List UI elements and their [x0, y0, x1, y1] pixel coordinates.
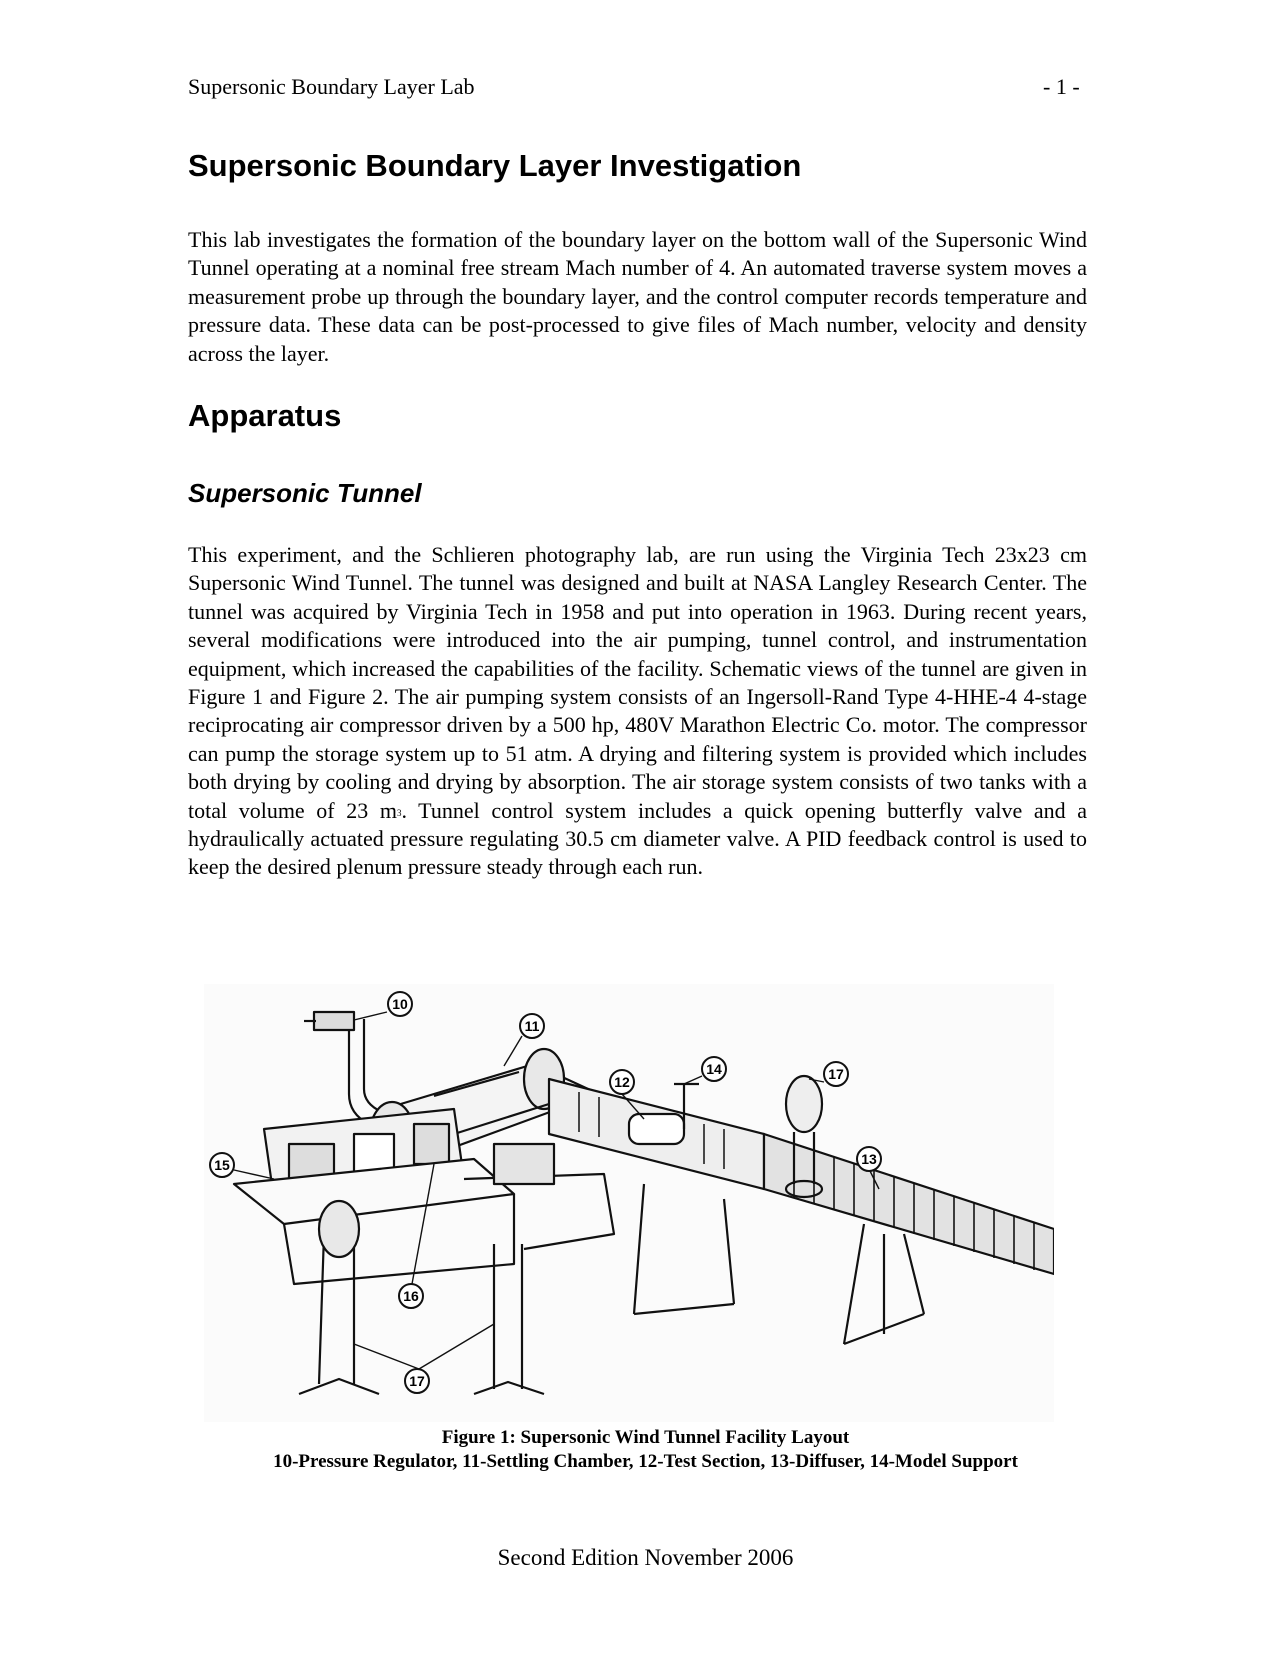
callout-17-bottom: 17: [409, 1373, 425, 1389]
superscript-cubed: 3: [396, 807, 402, 818]
callout-12: 12: [614, 1074, 630, 1090]
callout-14: 14: [706, 1061, 722, 1077]
tunnel-paragraph-text-a: This experiment, and the Schlieren photography lab, are run using the Virginia Tech 23x23 cm Supersonic Wind Tunnel. The tunnel was designed and built at NASA Langley Research Center. The tunnel was acquired by Virginia Tech in 1958 and put into operation in 1963. During recent years, several modifications were introduced into the air pumping, tunnel control, and instrumentation equipment, which increased the capabilities of the facility. Schematic views of the tunnel are given in Figure 1 and Figure 2. The air pumping system consists of an Ingersoll-Rand Type 4-HHE-4 4-stage reciprocating air compressor driven by a 500 hp, 480V Marathon Electric Co. motor. The compressor can pump the storage system up to 51 atm. A drying and filtering system is provided which includes both drying by cooling and drying by absorption. The air storage system consists of two tanks with a total volume of 23 m: [188, 542, 1087, 823]
tunnel-paragraph-text-b: . Tunnel control system includes a quick opening butterfly valve and a hydraulically actuated pressure regulating 30.5 cm diameter valve. A PID feedback control is used to keep the desired plenum pressure steady through each run.: [188, 797, 1087, 880]
figure-caption-title: Figure 1: Supersonic Wind Tunnel Facility Layout: [441, 1427, 850, 1448]
page-number: - 1 -: [1043, 74, 1080, 99]
figure-wind-tunnel-layout: [204, 984, 1054, 1422]
callout-15: 15: [214, 1157, 230, 1173]
section-heading-apparatus: Apparatus: [188, 398, 342, 433]
tunnel-paragraph: [188, 541, 1087, 882]
edition-footer: Second Edition November 2006: [497, 1545, 794, 1570]
pressure-regulator-valve: [314, 1012, 354, 1030]
subsection-heading-supersonic-tunnel: Supersonic Tunnel: [188, 478, 422, 508]
callout-11: 11: [524, 1018, 540, 1034]
figure-caption-legend: 10-Pressure Regulator, 11-Settling Chamber, 12-Test Section, 13-Diffuser, 14-Model Support: [273, 1451, 1018, 1472]
intro-paragraph: This lab investigates the formation of the boundary layer on the bottom wall of the Supersonic Wind Tunnel operating at a nominal free stream Mach number of 4. An automated traverse system moves a measurement probe up through the boundary layer, and the control computer records temperature and pressure data. These data can be post-processed to give files of Mach number, velocity and density across the layer.: [188, 227, 1087, 366]
callout-16: 16: [403, 1288, 419, 1304]
running-header-title: Supersonic Boundary Layer Lab: [188, 74, 475, 99]
callout-10: 10: [392, 996, 408, 1012]
callout-13: 13: [861, 1151, 877, 1167]
wind-tunnel-drawing: [204, 984, 1054, 1422]
callout-17-top: 17: [828, 1066, 844, 1082]
document-title: Supersonic Boundary Layer Investigation: [188, 148, 802, 183]
